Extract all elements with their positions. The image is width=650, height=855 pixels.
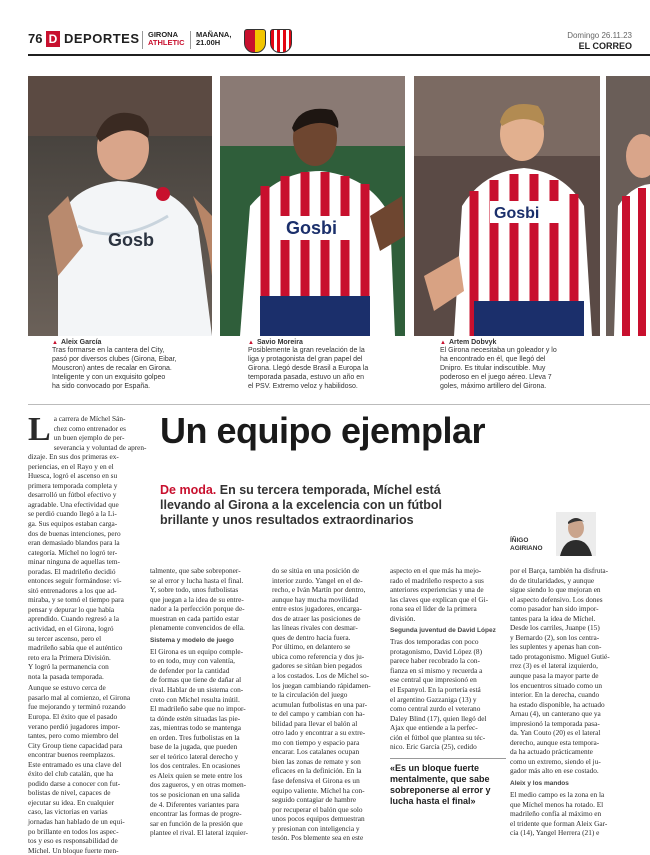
player-photo-icon — [414, 76, 600, 336]
column-5 — [510, 566, 630, 838]
caption-text: El Girona necesitaba un goleador y lo ha encontrado en él, que llegó del Dnipro. Es titular indiscutible. Muy poderoso en el juego aéreo. Lleva 7 goles, máximo artillero del Girona. — [440, 347, 557, 390]
text-line: po brillante en todos los aspec- — [28, 826, 119, 836]
subhead-david-lopez: Segunda juventud de David López — [390, 627, 496, 635]
deck-kicker: De moda. — [160, 483, 217, 497]
text-line: el aspecto defensivo. Los dones — [510, 594, 603, 604]
column-3-text — [272, 566, 388, 843]
text-line: verano perdió jugadores impor- — [28, 721, 121, 731]
text-line: rona sea el líder de la primera — [390, 604, 477, 614]
column-5-top — [510, 566, 630, 776]
text-line: gador más alto en ese costado. — [510, 766, 599, 776]
text-line: seguido contagiar de hambre — [272, 795, 357, 805]
text-line: ta dónde estén situadas las pie- — [150, 713, 241, 723]
text-line: los dos centrales. En ocasiones — [150, 761, 241, 771]
text-line: Huesca, logró el ascenso en su — [28, 471, 118, 481]
text-line: en orden. Tres futbolistas en la — [150, 732, 240, 742]
text-line: dos zagueros, y en otras momen- — [150, 780, 247, 790]
text-line: City Group tiene capacidad para — [28, 740, 123, 750]
away-team: ATHLETIC — [148, 38, 185, 47]
photo-artem-dobvyk — [414, 76, 600, 336]
text-line: por el Barça, también ha disfruta- — [510, 566, 609, 575]
text-line: de defender por la cantidad — [150, 665, 230, 675]
text-line: actividad, en el Girona, logró — [28, 624, 114, 634]
text-line: primera temporada completa y — [28, 480, 118, 490]
text-line: tado protagonismo. Miguel Gutié- — [510, 651, 610, 661]
text-line: ha estado disponible, ha actuado — [510, 699, 605, 709]
text-line: ejecutar su idea. En cualquier — [28, 797, 115, 807]
text-line: talmente, que sabe sobreponer- — [150, 566, 241, 575]
text-line: muestran en cada partido estar — [150, 613, 239, 623]
text-line: como un extremo, siendo el ju- — [510, 756, 601, 766]
text-line: un buen ejemplo de per- — [53, 433, 125, 443]
avatar-icon — [556, 512, 596, 556]
text-line: se perdió cuando llegó a la Li- — [28, 509, 117, 519]
player-photo-icon — [220, 76, 405, 336]
text-line: encarar. Los catalanes ocupan — [272, 747, 360, 757]
text-line: gadores se sitúan bien pegados — [272, 661, 362, 671]
caption-triangle-icon: ▲ — [248, 340, 254, 346]
headline: Un equipo ejemplar — [160, 410, 486, 451]
caption-name: Savio Moreira — [256, 339, 303, 346]
text-line: otro lado y encontrar a su extre- — [272, 728, 366, 738]
text-line: que juegan a la idea de su entre- — [150, 594, 244, 604]
text-line: pensar y depurar lo que había — [28, 604, 115, 614]
text-line: el tridente que forman Aleix Gar- — [510, 818, 608, 828]
author-photo — [556, 512, 596, 556]
section-rule — [28, 404, 650, 405]
svg-text:Gosbi: Gosbi — [286, 218, 338, 238]
text-line: eran demasiado blandos para la — [28, 538, 120, 548]
text-line: y presionan con inteligencia y — [272, 823, 360, 833]
text-line: ubica como referencia y dos ju- — [272, 651, 365, 661]
text-line: es Aleix quien se mete entre los — [150, 770, 243, 780]
match-hour: 21.00H — [196, 38, 221, 47]
text-line: nico. Eric García (25), cedido — [390, 742, 477, 752]
photo-aleix-garcia — [28, 76, 212, 336]
text-line: se al error y lucha hasta el final. — [150, 575, 244, 585]
caption-text: Posiblemente la gran revelación de la liga y protagonista del gran papel del Girona. Llegó desde Brasil a Europa la temporada pasada, estuvo un año en el PSV. Extremo veloz y habilidoso. — [248, 347, 369, 390]
text-line: El Girona es un equipo comple- — [150, 646, 244, 656]
text-line: da. Yan Couto (20) es el lateral — [510, 728, 601, 738]
girona-crest-icon — [244, 29, 266, 53]
caption-text: Tras formarse en la cantera del City, pasó por diversos clubes (Girona, Eibar, Mouscron) antes de recalar en Girona. Inteligente y con un exquisito golpeo ha sido convocado por España. — [52, 347, 177, 390]
text-line: impresionó la temporada pasa- — [510, 718, 600, 728]
text-line: unos pocos equipos demuestran — [272, 814, 365, 824]
text-line: Desde los carriles, Juanpe (15) — [510, 623, 600, 633]
caption-2 — [248, 339, 413, 391]
text-line: Míchel. Un bloque fuerte men- — [28, 845, 119, 855]
text-line: tesón. Pos blemente sea en este — [272, 833, 364, 843]
text-line: reto era la Primera División. — [28, 652, 111, 662]
text-line: Aunque se estuvo cerca de — [28, 683, 106, 693]
page-number: 76 — [28, 31, 43, 46]
text-line: como pasador han sido impor- — [510, 604, 599, 614]
text-line: madrileño confía al máximo en — [510, 809, 602, 819]
text-line: Y, sobre todo, unos futbolistas — [150, 585, 239, 595]
section-logo: D — [46, 31, 60, 47]
text-line: ques de dentro hacia fuera. — [272, 632, 351, 642]
text-line: miraba, y se tomó el tiempo para — [28, 595, 124, 605]
column-5-body — [510, 790, 630, 838]
text-line: El medio campo es la zona en la — [510, 790, 605, 800]
text-line: dizaje. En sus dos primeras ex- — [28, 452, 119, 462]
text-line: Daley Blind (17), quien llegó del — [390, 713, 487, 723]
text-line: tantes, pero como miembro del — [28, 731, 119, 741]
text-line: les suplentes y apenas han con- — [510, 642, 602, 652]
author-name: ÍÑIGO AGIRIANO — [510, 537, 543, 552]
text-line: podido darse a conocer con fut- — [28, 778, 121, 788]
match-day: MAÑANA, — [196, 30, 232, 39]
text-line: caso, las victorias en varias — [28, 807, 108, 817]
caption-name: Aleix García — [60, 339, 102, 346]
text-line: te la circulación del juego — [272, 690, 348, 700]
text-line: interior zurdo. Yangel en el de- — [272, 575, 363, 585]
text-line: las claves que explican que el Gi- — [390, 594, 489, 604]
text-line: pasarlo mal al comienzo, el Girona — [28, 692, 131, 702]
text-line: tantes para la idea de Míchel. — [510, 613, 596, 623]
column-1 — [28, 411, 148, 855]
text-line: Europa. El éxito que el pasado — [28, 711, 118, 721]
column-4-top — [390, 566, 506, 623]
text-line: aprendido. Cuando regresó a la — [28, 614, 119, 624]
athletic-crest-icon — [270, 29, 292, 53]
text-line: los juegan cambiando rápidamen- — [272, 680, 371, 690]
text-line: sar en función de la presión que — [150, 818, 243, 828]
text-line: bien las zonas de remate y son — [272, 756, 361, 766]
text-line: ser el teórico lateral derecho y — [150, 751, 239, 761]
column-4 — [390, 566, 506, 807]
caption-3 — [440, 339, 605, 391]
text-line: severancia y voluntad de apren- — [53, 442, 147, 452]
text-line: acumulan futbolistas en una par- — [272, 699, 368, 709]
text-line: fue mejorando y terminó rozando — [28, 702, 126, 712]
text-line: chez como entrenador es — [53, 423, 127, 433]
text-line: y Bernardo (2), son los centra- — [510, 632, 600, 642]
text-line: bilidad para llevar el balón al — [272, 718, 358, 728]
text-line: te del campo y cambian con ha- — [272, 709, 365, 719]
header-rule — [28, 54, 650, 56]
column-4-body — [390, 637, 506, 752]
text-line: equipo valiente. Míchel ha con- — [272, 785, 365, 795]
text-line: encontrar las formas de progre- — [150, 809, 242, 819]
caption-1 — [52, 339, 217, 391]
text-line: nota la pasada temporada. — [28, 671, 104, 681]
text-line: Por último, en delantero se — [272, 642, 351, 652]
text-line: creto con Míchel resulta inútil. — [150, 694, 240, 704]
issue-date: Domingo 26.11.23 — [567, 31, 632, 40]
text-line: Y logró la permanencia con — [28, 662, 109, 672]
svg-text:Gosbi: Gosbi — [494, 205, 540, 222]
text-line: Este entramado es una clave del — [28, 759, 122, 769]
text-line: por recuperar el balón que solo — [272, 804, 363, 814]
text-line: aspecto en el que más ha mejo- — [390, 566, 482, 575]
text-line: sigue siendo lo que mejoran en — [510, 585, 601, 595]
match-time — [196, 31, 231, 47]
text-line: protagonismo, David López (8) — [390, 646, 482, 656]
text-line: cía (14), Yangel Herrera (21) e — [510, 828, 600, 838]
pull-quote-box — [390, 758, 506, 807]
text-line: aunque hay mucha movilidad — [272, 594, 359, 604]
text-line: recho, e Iván Martín por dentro, — [272, 585, 366, 595]
text-line: El madrileño sabe que no impor- — [150, 704, 246, 714]
section-title: DEPORTES — [64, 31, 140, 46]
text-line: eficaces en la definición. En la — [272, 766, 362, 776]
text-line: agradable. Una efectividad que — [28, 499, 119, 509]
text-line: da ha actuado prácticamente — [510, 747, 593, 757]
drop-cap: L — [28, 411, 51, 448]
text-line: parece haber recobrado la con- — [390, 656, 480, 666]
text-line: desarrolló un fútbol efectivo y — [28, 490, 117, 500]
text-line: poradas. El madrileño decidió — [28, 566, 116, 576]
text-line: to en todo, muy con valentía, — [150, 656, 235, 666]
text-line: dos de buenas intenciones, pero — [28, 528, 121, 538]
deck-text: En su tercera temporada, Míchel está llevando al Girona a la excelencia con un fútbol brillante y unos resultados extraordinarios — [160, 483, 443, 527]
text-line: periencias, en el Rayo y en el — [28, 461, 114, 471]
text-line: el Espanyol. En la portería está — [390, 685, 481, 695]
text-line: éxito del club catalán, que ha — [28, 769, 114, 779]
text-line: sitó entrenadores a los que ad- — [28, 585, 117, 595]
text-line: de formas que tiene de dañar al — [150, 675, 242, 685]
text-line: Arnau (4), un canterano que ya — [510, 709, 601, 719]
text-line: ga. Sus equipos estaban carga- — [28, 519, 118, 529]
column-3 — [272, 566, 388, 843]
text-line: tos se posicionan en una salida — [150, 790, 240, 800]
text-line: anteriores experiencias y una de — [390, 585, 484, 595]
text-line: do de titularidades, y aunque — [510, 575, 595, 585]
text-line: do se sitúa en una posición de — [272, 566, 360, 575]
text-line: nador a la perfección porque de- — [150, 604, 245, 614]
match-teams — [148, 31, 185, 47]
text-line: los encuentros situado como un — [510, 680, 603, 690]
text-line: rival. Hablar de un sistema con- — [150, 685, 244, 695]
photo-partial-player — [606, 76, 650, 336]
caption-triangle-icon: ▲ — [440, 340, 446, 346]
photo-savio-moreira — [220, 76, 405, 336]
subhead-aleix: Aleix y los mandos — [510, 780, 569, 788]
text-line: derecho, aunque esta tempora- — [510, 737, 600, 747]
text-line: entre estos jugadores, encarga- — [272, 604, 362, 614]
text-line: categoría. Míchel no logró ter- — [28, 547, 118, 557]
text-line: minar ninguna de aquellas tem- — [28, 557, 120, 567]
home-team: GIRONA — [148, 30, 178, 39]
text-line: fianza en sí mismo y recuerda a — [390, 665, 483, 675]
text-line: bolistas de nivel, capaces de — [28, 788, 111, 798]
pull-quote: «Es un bloque fuerte mentalmente, que sabe sobreponerse al error y lucha hasta el final» — [390, 762, 491, 806]
text-line: entonces seguir formándose: vi- — [28, 576, 122, 586]
text-line: jornadas han hablado de un equi- — [28, 816, 125, 826]
text-line: división. — [390, 613, 416, 623]
text-line: tos y eso es responsabilidad de — [28, 836, 118, 846]
deck — [160, 483, 470, 528]
text-line: Tras dos temporadas con poco — [390, 637, 479, 647]
text-line: base de la jugada, que pueden — [150, 742, 238, 752]
column-1-bottom — [28, 683, 148, 855]
column-2-text — [150, 566, 266, 633]
text-line: fase defensiva el Girona es un — [272, 776, 360, 786]
text-line: interior. En la derecha, cuando — [510, 690, 600, 700]
text-line: rrez (3) es el lateral izquierdo, — [510, 661, 598, 671]
column-1-top — [28, 411, 148, 681]
text-line: rado el madrileño respecto a sus — [390, 575, 484, 585]
text-line: zas, mientras todo se mantenga — [150, 723, 241, 733]
text-line: el argentino Gazzaniga (13) y — [390, 694, 477, 704]
text-line: mo con tiempo y espacio para — [272, 737, 360, 747]
text-line: su tercer ascenso, pero el — [28, 633, 102, 643]
text-line: plenamente convencidos de ella. — [150, 623, 245, 633]
text-line: a carrera de Míchel Sán- — [53, 414, 126, 423]
text-line: de 4. Diferentes variantes para — [150, 799, 239, 809]
header-divider — [142, 31, 143, 49]
text-line: ese central que impresionó en — [390, 675, 477, 685]
player-photo-icon — [28, 76, 212, 336]
text-line: Ajax que entiende a la perfec- — [390, 723, 478, 733]
subhead-sistema: Sistema y modelo de juego — [150, 636, 234, 644]
text-line: las líneas rivales con desmar- — [272, 623, 358, 633]
header-divider — [190, 31, 191, 49]
text-line: que Míchel menos ha rotado. El — [510, 799, 604, 809]
caption-name: Artem Dobvyk — [448, 339, 497, 346]
text-line: aunque pasa la mayor parte de — [510, 671, 599, 681]
text-line: plantee el rival. El lateral izquier- — [150, 828, 248, 838]
caption-triangle-icon: ▲ — [52, 340, 58, 346]
player-photo-icon — [606, 76, 650, 336]
text-line: a los costados. Los de Míchel so- — [272, 671, 370, 681]
column-2 — [150, 566, 266, 838]
text-line: madrileño sabía que el auténtico — [28, 643, 123, 653]
svg-text:Gosb: Gosb — [108, 230, 155, 250]
text-line: ción el fútbol que plantea su téc- — [390, 732, 486, 742]
column-2-body — [150, 647, 266, 838]
text-line: encontrar buenos reemplazos. — [28, 750, 115, 760]
text-line: dos de atraer las posiciones de — [272, 613, 361, 623]
text-line: como central zurdo el veterano — [390, 704, 481, 714]
newspaper-name: EL CORREO — [578, 41, 632, 51]
